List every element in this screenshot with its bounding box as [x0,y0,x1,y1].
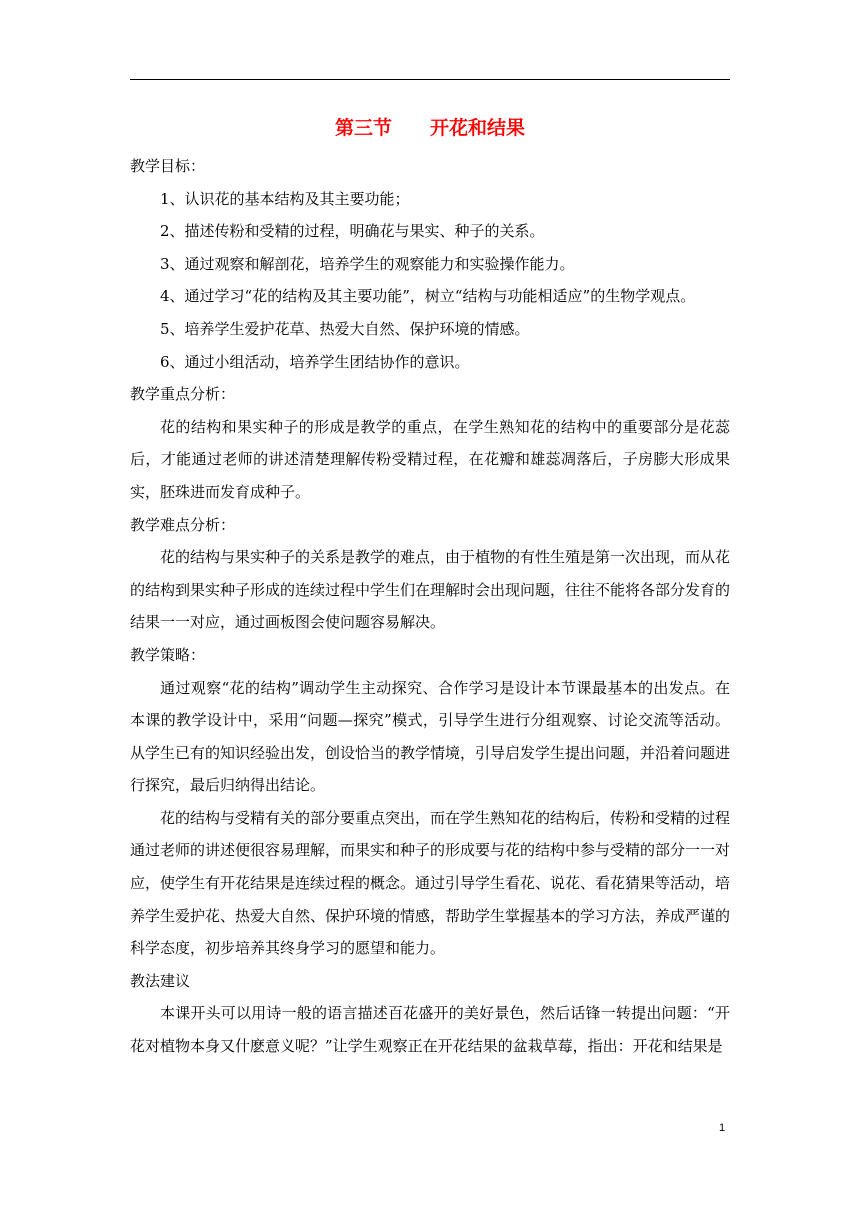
suggestion-paragraph: 本课开头可以用诗一般的语言描述百花盛开的美好景色，然后话锋一转提出问题：“开花对植物本身又什麽意义呢？”让学生观察正在开花结果的盆栽草莓，指出：开花和结果是 [130,1004,730,1056]
header-rule [130,79,730,80]
strategy-paragraph: 花的结构与受精有关的部分要重点突出，而在学生熟知花的结构后，传粉和受精的过程通过老师的讲述便很容易理解，而果实和种子的形成要与花的结构中参与受精的部分一一对应，使学生有开花结果是连续过程的概念。通过引导学生看花、说花、看花猜果等活动，培养学生爱护花、热爱大自然、保护环境的情感，帮助学生掌握基本的学习方法，养成严谨的科学态度，初步培养其终身学习的愿望和能力。 [130,808,731,958]
objective-item: 6、通过小组活动，培养学生团结协作的意识。 [160,352,470,371]
difficult-points-paragraph: 花的结构与果实种子的关系是教学的难点，由于植物的有性生殖是第一次出现，而从花的结构到果实种子形成的连续过程中学生们在理解时会出现问题，往往不能将各部分发育的结果一一对应，通过画板图会使问题容易解决。 [130,548,731,632]
strategy-paragraph: 通过观察“花的结构”调动学生主动探究、合作学习是设计本节课最基本的出发点。在本课的教学设计中，采用“问题—探究”模式，引导学生进行分组观察、讨论交流等活动。从学生已有的知识经验出发，创设恰当的教学情境，引导启发学生提出问题，并沿着问题进行探究，最后归纳得出结论。 [130,678,731,795]
strategy-heading: 教学策略： [130,645,206,664]
page-title: 第三节 开花和结果 [334,117,525,139]
objective-item: 1、认识花的基本结构及其主要功能； [160,189,410,208]
key-points-heading: 教学重点分析： [130,385,236,404]
suggestion-heading: 教法建议 [130,971,191,990]
page-number: 1 [719,1122,726,1134]
key-points-paragraph: 花的结构和果实种子的形成是教学的重点，在学生熟知花的结构中的重要部分是花蕊后，才能通过老师的讲述清楚理解传粉受精过程，在花瓣和雄蕊凋落后，子房膨大形成果实，胚珠进而发育成种子。 [130,417,730,501]
document-body [130,150,730,1063]
difficult-points-heading: 教学难点分析： [130,515,236,534]
objective-item: 5、培养学生爱护花草、热爱大自然、保护环境的情感。 [160,319,530,338]
objectives-heading: 教学目标： [130,157,206,175]
objective-item: 4、通过学习“花的结构及其主要功能”，树立“结构与功能相适应”的生物学观点。 [160,287,696,306]
objective-item: 3、通过观察和解剖花，培养学生的观察能力和实验操作能力。 [160,254,575,273]
objective-item: 2、描述传粉和受精的过程，明确花与果实、种子的关系。 [160,222,545,241]
